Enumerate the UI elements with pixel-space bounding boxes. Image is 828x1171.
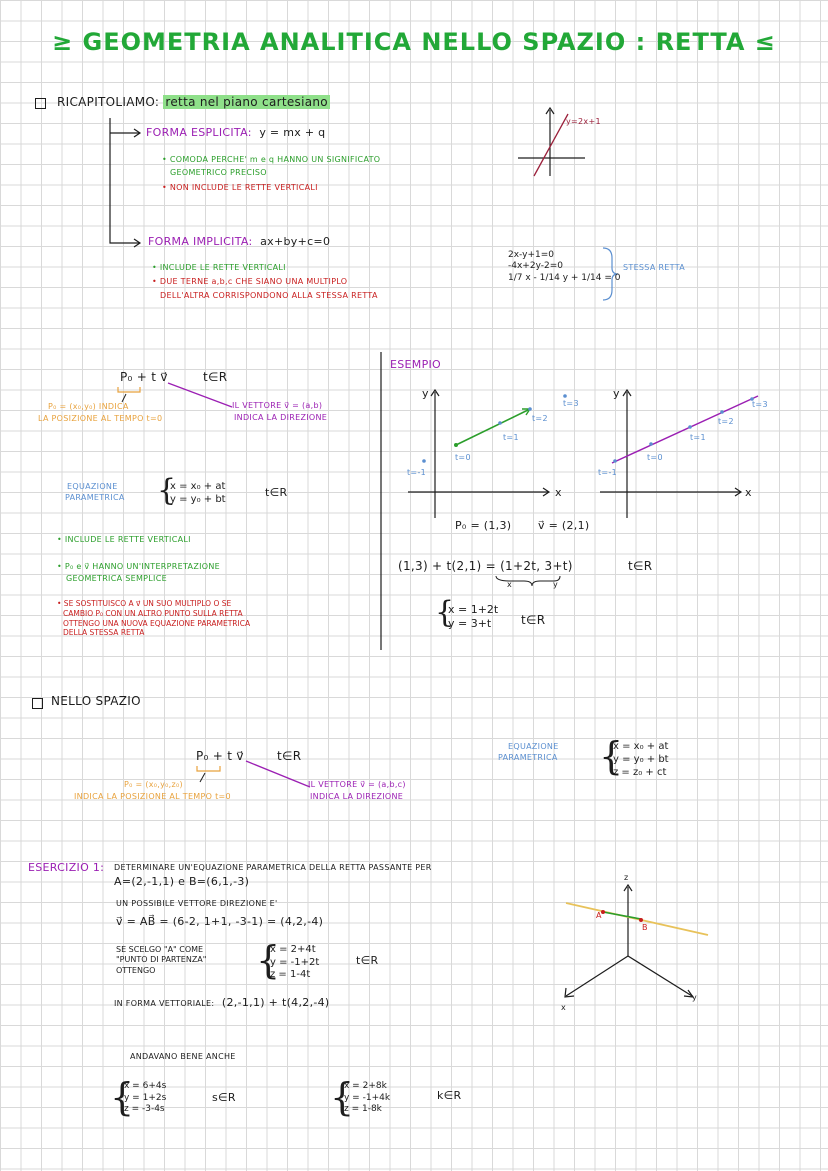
ex1-t1: t=1 <box>503 433 519 442</box>
exercise-choice-1: SE SCELGO "A" COME <box>116 945 204 954</box>
param-t: t∈R <box>203 370 228 384</box>
same-line-equations <box>508 250 621 284</box>
example-sys-x: x = 1+2t <box>448 603 499 616</box>
exercise-vector-form-label: IN FORMA VETTORIALE: <box>114 999 215 1008</box>
ex1-t0: t=0 <box>455 453 471 462</box>
ex1-point-t2 <box>528 407 532 411</box>
exercise-sys-y: y = -1+2t <box>270 956 320 968</box>
explicit-label-text: FORMA ESPLICITA: <box>146 126 252 139</box>
exercise-choice-3: OTTENGO <box>116 965 156 975</box>
implicit-con-1: • DUE TERNE a,b,c CHE SIANO UNA MULTIPLO <box>152 277 348 286</box>
recap-heading-text: RICAPITOLIAMO: <box>57 95 160 109</box>
ex1-point-t1 <box>498 421 502 425</box>
param-note-3a: • SE SOSTITUISCO A v⃗ UN SUO MULTIPLO O SE <box>57 599 232 608</box>
explicit-eq: y = mx + q <box>259 126 326 139</box>
ex2-x-label: x <box>745 486 752 499</box>
param-p0-desc-2: LA POSIZIONE AL TEMPO t=0 <box>38 414 163 423</box>
exercise-also-ok: ANDAVANO BENE ANCHE <box>130 1052 236 1061</box>
ex1-point-t3 <box>563 394 567 398</box>
ex2-point-t2 <box>720 410 724 414</box>
exercise-vector-form-value: (2,-1,1) + t(4,2,-4) <box>221 996 330 1009</box>
page-title: ≥ GEOMETRIA ANALITICA NELLO SPAZIO : RETTA ≤ <box>52 28 776 56</box>
space-p0-bracket <box>197 766 220 771</box>
point3d-b <box>639 918 643 922</box>
exercise-sys-x: x = 2+4t <box>270 944 316 955</box>
axis3d-x <box>566 956 628 996</box>
alt1-param: s∈R <box>212 1091 236 1104</box>
implicit-eq: ax+by+c=0 <box>260 235 331 248</box>
example-calc: (1,3) + t(2,1) = (1+2t, 3+t) <box>398 559 573 573</box>
param-note-2a: • P₀ e v⃗ HANNO UN'INTERPRETAZIONE <box>57 562 221 571</box>
param-eq-y: y = y₀ + bt <box>170 493 226 505</box>
param-expr: P₀ + t v⃗ <box>120 370 168 384</box>
space-eq-label-2: PARAMETRICA <box>498 753 558 762</box>
example-calc-t: t∈R <box>628 559 653 573</box>
point3d-b-label: B <box>642 923 648 932</box>
alt1-brace: { <box>110 1075 135 1119</box>
same-line-label: STESSA RETTA <box>623 263 686 272</box>
point3d-a-label: A <box>596 911 602 920</box>
recap-heading-sub: retta nel piano cartesiano <box>165 95 328 109</box>
ex2-t3: t=3 <box>752 400 768 409</box>
alt2-x: x = 2+8k <box>344 1081 387 1091</box>
small-graph-line <box>534 114 568 176</box>
graph-label: y=2x+1 <box>566 117 601 126</box>
example-p0: P₀ = (1,3) <box>455 519 512 532</box>
ex2-y-label: y <box>613 387 620 400</box>
ex2-t1: t=1 <box>690 433 706 442</box>
space-checkbox[interactable] <box>32 698 43 709</box>
example-sys-t: t∈R <box>521 613 546 627</box>
ex2-t2: t=2 <box>718 417 734 426</box>
axis3d-z-label: z <box>624 873 629 882</box>
param-note-3b: CAMBIO P₀ CON UN ALTRO PUNTO SULLA RETTA <box>63 608 243 618</box>
exercise-vec-2: v⃗ = AB⃗ = (6-2, 1+1, -3-1) = (4,2,-4) <box>116 915 324 928</box>
alt1-system <box>124 1081 166 1116</box>
ex1-t-minus1: t=-1 <box>407 468 427 477</box>
space-p0-desc-1: P₀ = (x₀,y₀,z₀) <box>124 780 183 789</box>
explicit-pro-1: • COMODA PERCHE' m e q HANNO UN SIGNIFICATO <box>162 155 381 164</box>
alt1-x: x = 6+4s <box>124 1081 167 1091</box>
alt2-y: y = -1+4k <box>344 1092 391 1103</box>
space-p0-desc-2: INDICA LA POSIZIONE AL TEMPO t=0 <box>74 792 231 801</box>
param-p0-desc-1: P₀ = (x₀,y₀) INDICA <box>48 402 129 411</box>
ex2-point-tm1 <box>613 459 617 463</box>
example-sys-y: y = 3+t <box>448 616 492 630</box>
ex2-point-t0 <box>649 442 653 446</box>
ex1-point-tm1 <box>422 459 426 463</box>
param-v-desc-1: IL VETTORE v⃗ = (a,b) <box>232 401 323 410</box>
alt2-system <box>344 1081 390 1116</box>
space-eq-z: z = z₀ + ct <box>613 767 667 778</box>
same-eq-3: 1/7 x - 1/14 y + 1/14 = 0 <box>508 272 621 283</box>
exercise-sys-t: t∈R <box>356 954 379 967</box>
axis3d-y <box>628 956 692 996</box>
calc-underbrace <box>496 576 560 586</box>
space-t: t∈R <box>277 749 302 763</box>
space-v-desc-2: INDICA LA DIREZIONE <box>310 792 404 801</box>
vector3d <box>603 912 641 919</box>
param-brace: { <box>157 473 177 508</box>
param-eq-label-2: PARAMETRICA <box>65 493 125 502</box>
space-v-desc-1: IL VETTORE v⃗ = (a,b,c) <box>308 780 406 789</box>
same-eq-2: -4x+2y-2=0 <box>508 261 563 272</box>
param-note-2b: GEOMETRICA SEMPLICE <box>66 574 167 583</box>
param-v-desc-2: INDICA LA DIREZIONE <box>234 413 328 422</box>
space-system <box>613 740 669 779</box>
same-eq-1: 2x-y+1=0 <box>508 250 555 260</box>
example-system <box>448 603 498 631</box>
space-eq-x: x = x₀ + at <box>613 741 669 752</box>
p0-bracket <box>118 387 140 392</box>
param-eq-label-1: EQUAZIONE <box>67 482 118 491</box>
ex2-t-minus1: t=-1 <box>598 468 618 477</box>
ex1-vector <box>456 409 530 445</box>
exercise-sys-z: z = 1-4t <box>270 969 311 980</box>
alt2-z: z = 1-8k <box>344 1104 382 1115</box>
implicit-label <box>148 236 330 248</box>
space-v-pointer <box>246 761 310 787</box>
example-brace: { <box>435 595 455 630</box>
exercise-label: ESERCIZIO 1: <box>28 861 105 874</box>
pointer <box>122 394 126 402</box>
space-eq-y: y = y₀ + bt <box>613 754 669 765</box>
exercise-vec-1: UN POSSIBILE VETTORE DIREZIONE E' <box>116 899 278 908</box>
exercise-vector-form <box>114 997 330 1009</box>
alt1-z: z = -3-4s <box>124 1104 165 1115</box>
exercise-text-2: A=(2,-1,1) e B=(6,1,-3) <box>114 875 250 888</box>
space-expr: P₀ + t v⃗ <box>196 749 244 763</box>
exercise-text-1: DETERMINARE UN'EQUAZIONE PARAMETRICA DELLA RETTA PASSANTE PER <box>114 863 432 872</box>
pointer <box>200 773 205 782</box>
param-note-1: • INCLUDE LE RETTE VERTICALI <box>57 535 191 544</box>
exercise-choice-2: "PUNTO DI PARTENZA" <box>116 955 207 965</box>
v-pointer <box>168 383 232 407</box>
param-note-3c: OTTENGO UNA NUOVA EQUAZIONE PARAMETRICA <box>63 618 251 628</box>
space-eq-label-1: EQUAZIONE <box>508 742 559 751</box>
space-brace: { <box>599 734 624 778</box>
implicit-label-text: FORMA IMPLICITA: <box>148 235 253 248</box>
alt1-y: y = 1+2s <box>124 1092 167 1103</box>
ex1-y-label: y <box>422 387 429 400</box>
axis3d-y-label: y <box>692 993 698 1002</box>
space-heading: NELLO SPAZIO <box>51 694 141 708</box>
ex1-point-t0 <box>454 443 458 447</box>
exercise-choice <box>116 945 206 976</box>
example-calc-x: x <box>507 580 513 589</box>
implicit-con-2: DELL'ALTRA CORRISPONDONO ALLA STESSA RETTA <box>160 291 378 300</box>
ex2-line <box>612 396 758 463</box>
explicit-con: • NON INCLUDE LE RETTE VERTICALI <box>162 183 318 192</box>
example-calc-y: y <box>553 580 559 589</box>
explicit-label <box>146 127 325 139</box>
alt2-brace: { <box>330 1075 355 1119</box>
param-eq-t: t∈R <box>265 486 288 499</box>
branch-line <box>110 118 140 243</box>
implicit-pro: • INCLUDE LE RETTE VERTICALI <box>152 263 286 272</box>
example-label: ESEMPIO <box>390 358 442 371</box>
ex2-point-t1 <box>688 425 692 429</box>
explicit-pro-2: GEOMETRICO PRECISO <box>170 168 267 177</box>
ex2-t0: t=0 <box>647 453 663 462</box>
ex1-t3: t=3 <box>563 399 579 408</box>
exercise-brace: { <box>256 938 281 982</box>
param-system <box>170 481 226 506</box>
example-v: v⃗ = (2,1) <box>538 519 590 532</box>
ex1-t2: t=2 <box>532 414 548 423</box>
ex1-x-label: x <box>555 486 562 499</box>
alt2-param: k∈R <box>437 1089 462 1102</box>
axis3d-x-label: x <box>561 1003 567 1012</box>
exercise-system <box>270 944 319 982</box>
param-note-3 <box>57 599 250 638</box>
param-eq-x: x = x₀ + at <box>170 481 226 492</box>
param-note-3d: DELLA STESSA RETTA <box>63 628 145 638</box>
